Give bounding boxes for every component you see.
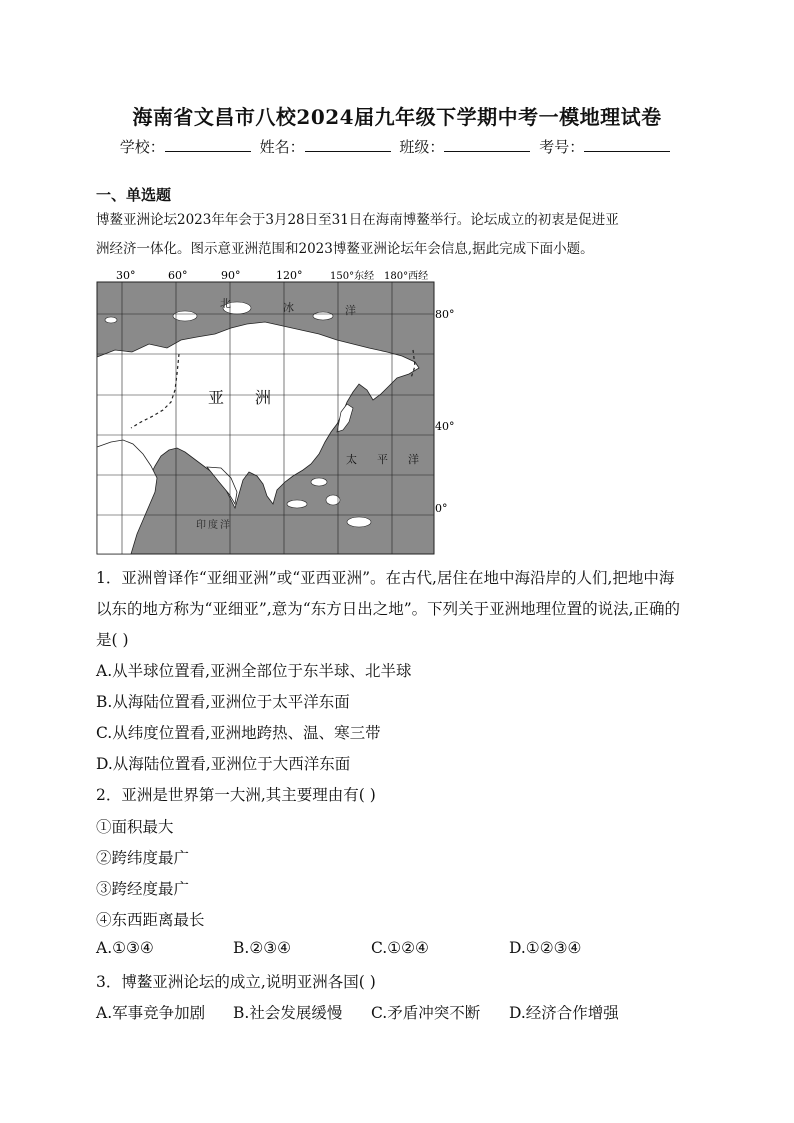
q2-option-c[interactable]: C.①②④ [371, 939, 429, 957]
land-island-1 [311, 478, 327, 486]
land-arctic-island-1 [173, 311, 197, 321]
land-arctic-island-3 [313, 312, 333, 320]
school-blank[interactable] [165, 137, 251, 152]
land-island-4 [347, 517, 371, 527]
asia-map [94, 264, 474, 558]
indian-char-1: 印 [196, 520, 206, 531]
name-label: 姓名： [259, 138, 305, 156]
class-label: 班级： [399, 138, 445, 156]
q1-option-b[interactable]: B.从海陆位置看,亚洲位于太平洋东面 [96, 693, 350, 711]
q1-option-d[interactable]: D.从海陆位置看,亚洲位于大西洋东面 [96, 755, 351, 773]
intro-line-1: 博鳌亚洲论坛2023年年会于3月28日至31日在海南博鳌举行。论坛成立的初衷是促进亚 [96, 212, 619, 228]
lon-label-180: 180°西经 [384, 271, 429, 282]
q2-option-d[interactable]: D.①②③④ [509, 939, 582, 957]
q2-item-2: ②跨纬度最广 [96, 849, 190, 867]
land-arctic-island-4 [105, 317, 117, 323]
q2-option-b[interactable]: B.②③④ [233, 939, 292, 957]
q1-stem-line-2: 以东的地方称为“亚细亚”,意为“东方日出之地”。下列关于亚洲地理位置的说法,正确的 [96, 600, 681, 618]
q3-option-a[interactable]: A.军事竞争加剧 [96, 1004, 206, 1022]
name-blank[interactable] [305, 137, 391, 152]
ocean-north-char-3: 洋 [345, 304, 356, 317]
q3-option-c[interactable]: C.矛盾冲突不断 [371, 1004, 481, 1022]
q2-item-1: ①面积最大 [96, 818, 174, 836]
lon-label-120: 120° [276, 269, 303, 282]
lat-label-80: 80° [435, 308, 455, 321]
pacific-char-2: 平 [377, 453, 388, 466]
q2-item-3: ③跨经度最广 [96, 880, 190, 898]
indian-char-2: 度 [208, 520, 218, 531]
q3-option-b[interactable]: B.社会发展缓慢 [233, 1004, 343, 1022]
pacific-char-3: 洋 [408, 453, 419, 466]
lat-label-40: 40° [435, 420, 455, 433]
q2-item-4: ④东西距离最长 [96, 911, 205, 929]
lon-label-90: 90° [221, 269, 241, 282]
intro-line-2: 洲经济一体化。图示意亚洲范围和2023博鳌亚洲论坛年会信息,据此完成下面小题。 [96, 241, 594, 257]
lon-label-30: 30° [116, 269, 136, 282]
q1-stem-line-3: 是( ) [96, 631, 129, 649]
asia-char-1: 亚 [208, 388, 225, 407]
ocean-north-char-1: 北 [220, 297, 231, 310]
number-label: 考号： [539, 138, 585, 156]
school-label: 学校： [119, 138, 165, 156]
class-blank[interactable] [444, 137, 530, 152]
land-island-2 [287, 500, 307, 508]
q1-option-c[interactable]: C.从纬度位置看,亚洲地跨热、温、寒三带 [96, 724, 381, 742]
exam-title: 海南省文昌市八校2024届九年级下学期中考一模地理试卷 [132, 105, 662, 129]
lon-label-60: 60° [168, 269, 188, 282]
ocean-north-char-2: 冰 [283, 301, 294, 314]
q2-stem: 2．亚洲是世界第一大洲,其主要理由有( ) [96, 786, 376, 804]
q1-option-a[interactable]: A.从半球位置看,亚洲全部位于东半球、北半球 [96, 662, 412, 680]
q1-stem-line-1: 1．亚洲曾译作“亚细亚洲”或“亚西亚洲”。在古代,居住在地中海沿岸的人们,把地中海 [96, 569, 675, 587]
asia-char-2: 洲 [255, 388, 272, 407]
q2-option-a[interactable]: A.①③④ [96, 939, 154, 957]
section-heading: 一、单选题 [96, 186, 172, 204]
pacific-char-1: 太 [346, 453, 357, 466]
q3-stem: 3．博鳌亚洲论坛的成立,说明亚洲各国( ) [96, 973, 376, 991]
lon-label-150: 150°东经 [330, 271, 375, 282]
student-info-line [0, 136, 794, 157]
lat-label-0: 0° [435, 502, 448, 515]
q3-option-d[interactable]: D.经济合作增强 [509, 1004, 619, 1022]
indian-char-3: 洋 [220, 520, 230, 531]
number-blank[interactable] [584, 137, 670, 152]
